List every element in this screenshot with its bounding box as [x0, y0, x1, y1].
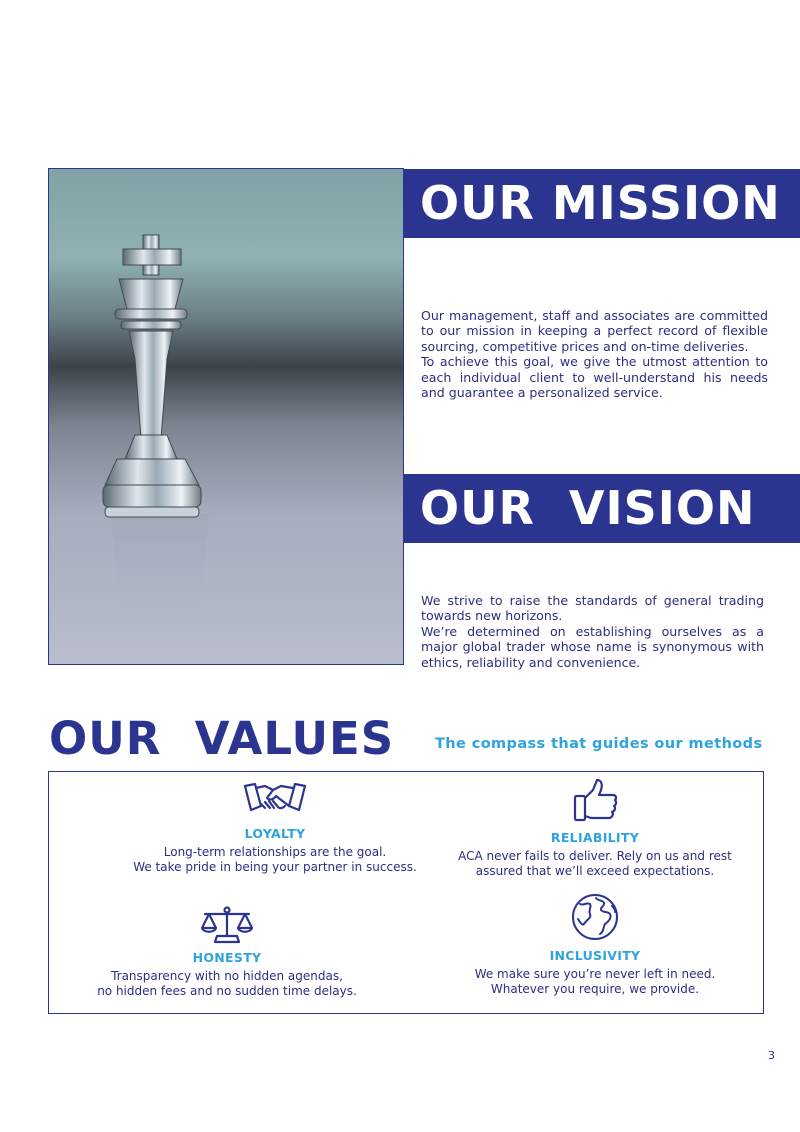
vision-heading: OUR VISION	[403, 474, 800, 543]
thumbs-up-icon	[571, 776, 619, 824]
value-description-line: We make sure you’re never left in need.	[474, 967, 716, 981]
value-name: HONESTY	[192, 950, 262, 965]
values-subtitle: The compass that guides our methods	[435, 736, 763, 752]
value-description-line: assured that we’ll exceed expectations.	[475, 863, 715, 878]
value-name: RELIABILITY	[550, 830, 640, 845]
value-honesty	[57, 906, 397, 998]
vision-paragraph: We’re determined on establishing ourselves as a major global trader whose name is synonymous with ethics, reliability and convenience.	[421, 623, 764, 670]
value-description	[105, 845, 445, 874]
value-inclusivity	[425, 892, 765, 996]
value-description	[425, 849, 765, 878]
handshake-icon	[243, 780, 307, 820]
values-heading: OUR VALUES	[49, 712, 395, 765]
value-name: INCLUSIVITY	[549, 948, 641, 963]
chess-king-illustration	[49, 169, 404, 665]
vision-paragraph: We strive to raise the standards of general trading towards new horizons.	[421, 593, 764, 624]
value-name: LOYALTY	[244, 826, 306, 841]
value-loyalty	[105, 780, 445, 874]
values-panel	[48, 771, 764, 1014]
globe-icon	[570, 892, 620, 942]
mission-paragraph: To achieve this goal, we give the utmost attention to each individual client to well-understand his needs and guarantee a personalized service.	[421, 354, 768, 401]
value-reliability	[425, 776, 765, 878]
value-description-line: Long-term relationships are the goal.	[163, 845, 387, 859]
value-description-line: ACA never fails to deliver. Rely on us and rest	[458, 849, 732, 863]
mission-text	[421, 308, 768, 400]
vision-text	[421, 593, 764, 670]
value-description-line: Transparency with no hidden agendas,	[111, 969, 343, 983]
mission-paragraph: Our management, staff and associates are committed to our mission in keeping a perfect record of flexible sourcing, competitive prices and on-time deliveries.	[421, 308, 768, 354]
value-description-line: no hidden fees and no sudden time delays.	[97, 983, 357, 998]
scales-icon	[199, 906, 255, 944]
value-description-line: Whatever you require, we provide.	[490, 981, 700, 996]
page-number: 3	[768, 1049, 775, 1062]
value-description	[425, 967, 765, 996]
mission-heading: OUR MISSION	[403, 169, 800, 238]
value-description-line: We take pride in being your partner in success.	[133, 859, 417, 874]
chess-king-photo	[48, 168, 404, 665]
value-description	[57, 969, 397, 998]
